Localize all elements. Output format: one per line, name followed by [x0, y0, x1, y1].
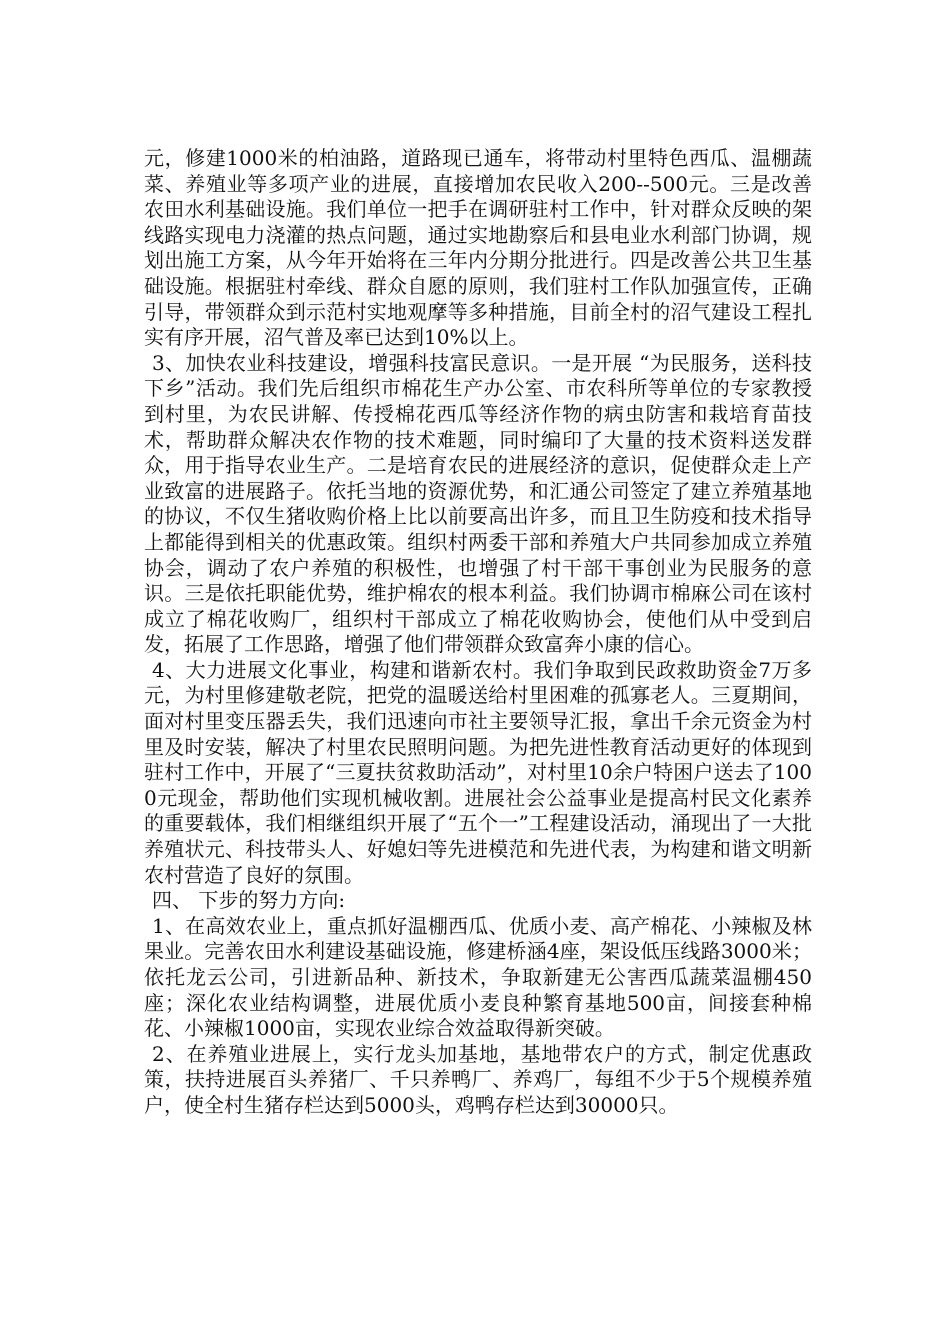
paragraph-1: 元，修建1000米的柏油路，道路现已通车，将带动村里特色西瓜、温棚蔬菜、养殖业等多项产业的进展，直接增加农民收入200--500元。三是改善农田水利基础设施。我们单位一把手在调研驻村工作中，针对群众反映的架线路实现电力浇灌的热点问题，通过实地勘察后和县电业水利部门协调，规划出施工方案，从今年开始将在三年内分期分批进行。四是改善公共卫生基础设施。根据驻村牵线、群众自愿的原则，我们驻村工作队加强宣传，正确引导，带领群众到示范村实地观摩等多种措施，目前全村的沼气建设工程扎实有序开展，沼气普及率已达到10%以上。: [144, 146, 812, 350]
paragraph-5: 1、在高效农业上，重点抓好温棚西瓜、优质小麦、高产棉花、小辣椒及林果业。完善农田水利建设基础设施，修建桥涵4座，架设低压线路3000米；依托龙云公司，引进新品种、新技术，争取新建无公害西瓜蔬菜温棚450座；深化农业结构调整，进展优质小麦良种繁育基地500亩，间接套种棉花、小辣椒1000亩，实现农业综合效益取得新突破。: [144, 913, 812, 1041]
document-body: [144, 146, 812, 1119]
paragraph-3: 4、大力进展文化事业，构建和谐新农村。我们争取到民政救助资金7万多元，为村里修建敬老院，把党的温暖送给村里困难的孤寡老人。三夏期间，面对村里变压器丢失，我们迅速向市社主要领导汇报，拿出千余元资金为村里及时安装，解决了村里农民照明问题。为把先进性教育活动更好的体现到驻村工作中，开展了“三夏扶贫救助活动”，对村里10余户特困户送去了1000元现金，帮助他们实现机械收割。进展社会公益事业是提高村民文化素养的重要载体，我们相继组织开展了“五个一”工程建设活动，涌现出了一大批养殖状元、科技带头人、好媳妇等先进模范和先进代表，为构建和谐文明新农村营造了良好的氛围。: [144, 657, 812, 887]
paragraph-6: 2、在养殖业进展上，实行龙头加基地，基地带农户的方式，制定优惠政策，扶持进展百头养猪厂、千只养鸭厂、养鸡厂，每组不少于5个规模养殖户，使全村生猪存栏达到5000头，鸡鸭存栏达到30000只。: [144, 1041, 812, 1117]
paragraph-2: 3、加快农业科技建设，增强科技富民意识。一是开展 “为民服务，送科技下乡”活动。我们先后组织市棉花生产办公室、市农科所等单位的专家教授到村里，为农民讲解、传授棉花西瓜等经济作物的病虫防害和栽培育苗技术，帮助群众解决农作物的技术难题，同时编印了大量的技术资料送发群众，用于指导农业生产。二是培育农民的进展经济的意识，促使群众走上产业致富的进展路子。依托当地的资源优势，和汇通公司签定了建立养殖基地的协议，不仅生猪收购价格上比以前要高出许多，而且卫生防疫和技术指导上都能得到相关的优惠政策。组织村两委干部和养殖大户共同参加成立养殖协会，调动了农户养殖的积极性，也增强了村干部干事创业为民服务的意识。三是依托职能优势，维护棉农的根本利益。我们协调市棉麻公司在该村成立了棉花收购厂，组织村干部成立了棉花收购协会，使他们从中受到启发，拓展了工作思路，增强了他们带领群众致富奔小康的信心。: [144, 350, 812, 657]
section-heading: 四、 下步的努力方向:: [152, 888, 346, 913]
